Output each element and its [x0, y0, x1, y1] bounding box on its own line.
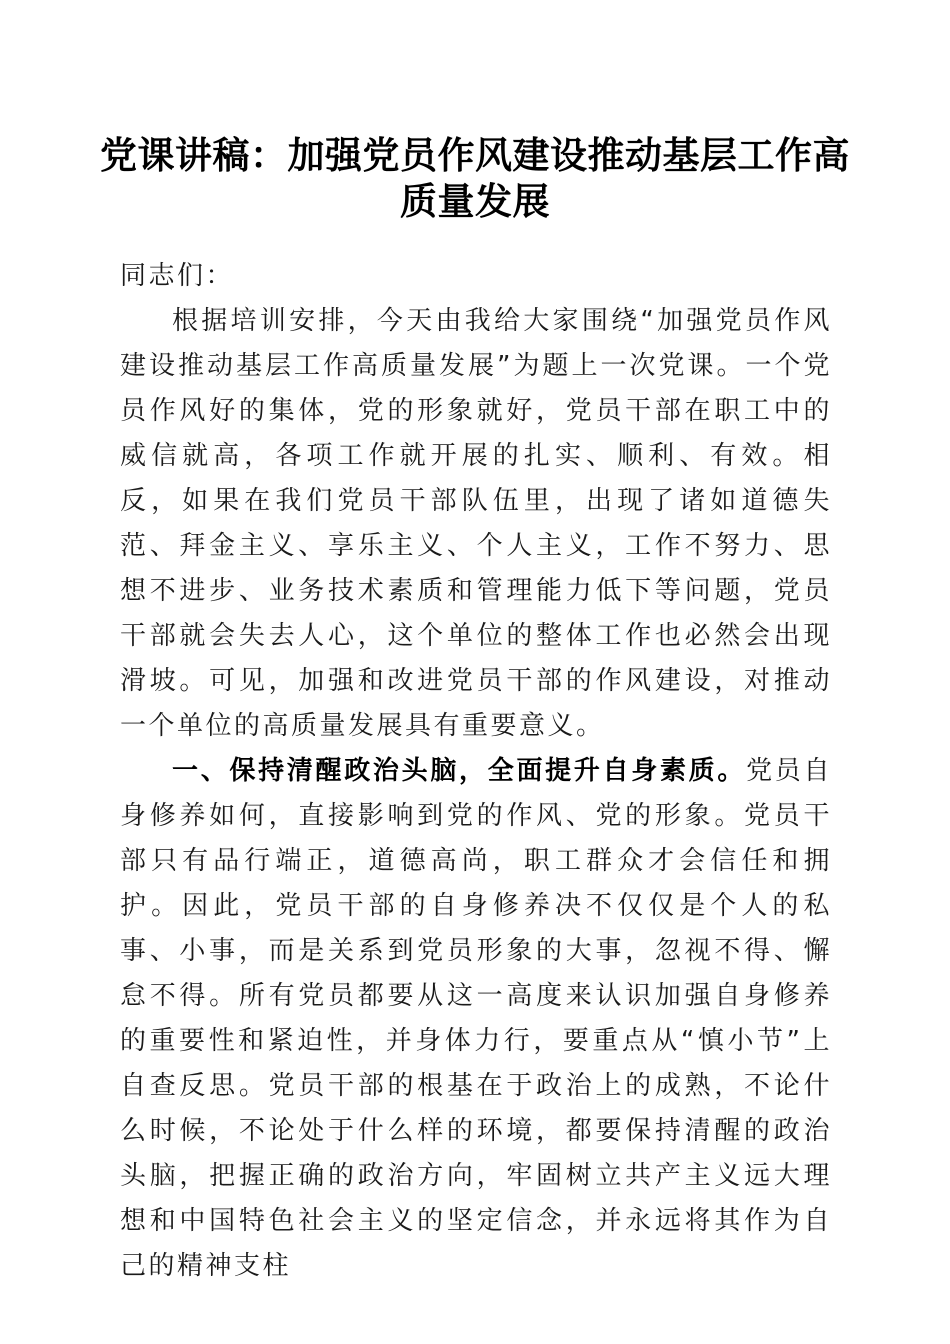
title-line-2: 质量发展	[400, 179, 550, 223]
section-1-paragraph	[120, 749, 832, 1289]
salutation: 同志们：	[120, 261, 235, 291]
document-body	[120, 254, 832, 1289]
intro-paragraph: 根据培训安排，今天由我给大家围绕“加强党员作风建设推动基层工作高质量发展”为题上一次党课。一个党员作风好的集体，党的形象就好，党员干部在职工中的威信就高，各项工作就开展的扎实、顺利、有效。相反，如果在我们党员干部队伍里，出现了诸如道德失范、拜金主义、享乐主义、个人主义，工作不努力、思想不进步、业务技术素质和管理能力低下等问题，党员干部就会失去人心，这个单位的整体工作也必然会出现滑坡。可见，加强和改进党员干部的作风建设，对推动一个单位的高质量发展具有重要意义。	[120, 306, 832, 741]
section-1-body: 党员自身修养如何，直接影响到党的作风、党的形象。党员干部只有品行端正，道德高尚，职工群众才会信任和拥护。因此，党员干部的自身修养决不仅仅是个人的私事、小事，而是关系到党员形象的大事，忽视不得、懈怠不得。所有党员都要从这一高度来认识加强自身修养的重要性和紧迫性，并身体力行，要重点从“慎小节”上自查反思。党员干部的根基在于政治上的成熟，不论什么时候，不论处于什么样的环境，都要保持清醒的政治头脑，把握正确的政治方向，牢固树立共产主义远大理想和中国特色社会主义的坚定信念，并永远将其作为自己的精神支柱	[120, 756, 832, 1281]
document-title	[100, 132, 850, 224]
title-line-1: 党课讲稿：加强党员作风建设推动基层工作高	[100, 133, 850, 177]
section-1-heading: 一、保持清醒政治头脑，全面提升自身素质。	[172, 756, 747, 786]
